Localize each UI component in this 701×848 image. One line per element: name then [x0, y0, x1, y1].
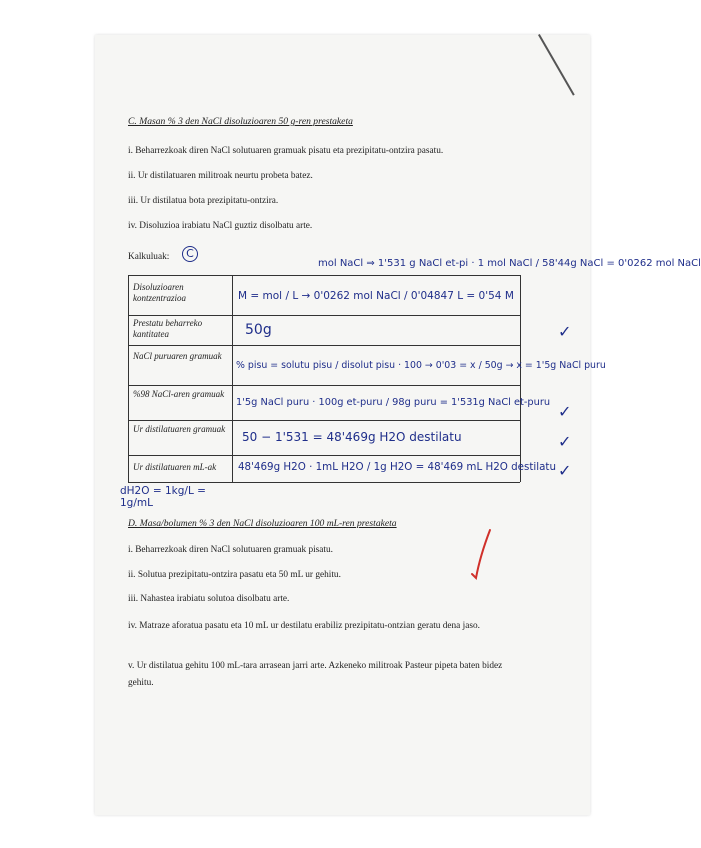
kalkuluak-label: Kalkuluak: [128, 252, 170, 262]
section-d-step-4: iv. Matraze aforatua pasatu eta 10 mL ur destilatu erabiliz prezipitatu-ontzian geratu dena jaso. [128, 621, 480, 631]
check-mark-icon: ✓ [558, 432, 572, 451]
row-label-98-nacl: %98 NaCl-aren gramuak [133, 389, 225, 399]
handwritten-conversion: mol NaCl ⇒ 1'531 g NaCl et-pi · 1 mol NaCl / 58'44g NaCl = 0'0262 mol NaCl [318, 258, 701, 269]
check-mark-icon: ✓ [558, 402, 572, 421]
handwritten-row-6: 48'469g H2O · 1mL H2O / 1g H2O = 48'469 mL H2O destilatu [238, 461, 556, 473]
handwritten-row-4: 1'5g NaCl puru · 100g et-puru / 98g puru = 1'531g NaCl et-puru [236, 397, 551, 408]
check-mark-icon: ✓ [558, 322, 572, 341]
handwritten-row-3: % pisu = solutu pisu / disolut pisu · 100 → 0'03 = x / 50g → x = 1'5g NaCl puru [236, 360, 606, 371]
section-c-title: C. Masan % 3 den NaCl disoluzioaren 50 g-ren prestaketa [128, 116, 353, 127]
section-c-step-1: i. Beharrezkoak diren NaCl solutuaren gramuak pisatu eta prezipitatu-ontzira pasatu. [128, 146, 444, 156]
row-label-concentration: Disoluzioaren kontzentrazioa [133, 282, 186, 303]
row-label-pure-nacl: NaCl puruaren gramuak [133, 351, 222, 361]
handwritten-row-2: 50g [245, 322, 272, 338]
section-d-step-2: ii. Solutua prezipitatu-ontzira pasatu eta 50 mL ur gehitu. [128, 570, 341, 580]
section-d-step-1: i. Beharrezkoak diren NaCl solutuaren gramuak pisatu. [128, 545, 333, 555]
kalkuluak-grade-mark: C [182, 246, 198, 262]
section-c-step-4: iv. Disoluzioa irabiatu NaCl guztiz disolbatu arte. [128, 221, 313, 231]
section-d-step-5: v. Ur distilatua gehitu 100 mL-tara arrasean jarri arte. Azkeneko militroak Pasteur pipeta baten bidez gehitu. [128, 661, 503, 688]
red-grading-mark-icon [468, 528, 494, 584]
handwritten-row-1: M = mol / L → 0'0262 mol NaCl / 0'04847 L = 0'54 M [238, 290, 514, 302]
section-d-step-3: iii. Nahastea irabiatu solutoa disolbatu arte. [128, 594, 290, 604]
row-label-water-grams: Ur distilatuaren gramuak [133, 424, 226, 434]
handwritten-density-note: dH2O = 1kg/L = 1g/mL [120, 485, 206, 509]
row-label-quantity: Prestatu beharreko kantitatea [133, 318, 203, 339]
section-d-title: D. Masa/bolumen % 3 den NaCl disoluzioaren 100 mL-ren prestaketa [128, 518, 397, 529]
section-c-step-3: iii. Ur distilatua bota prezipitatu-ontzira. [128, 196, 279, 206]
row-label-water-ml: Ur distilatuaren mL-ak [133, 462, 217, 472]
check-mark-icon: ✓ [558, 461, 572, 480]
section-c-step-2: ii. Ur distilatuaren militroak neurtu probeta batez. [128, 171, 313, 181]
handwritten-row-5: 50 − 1'531 = 48'469g H2O destilatu [242, 430, 462, 444]
